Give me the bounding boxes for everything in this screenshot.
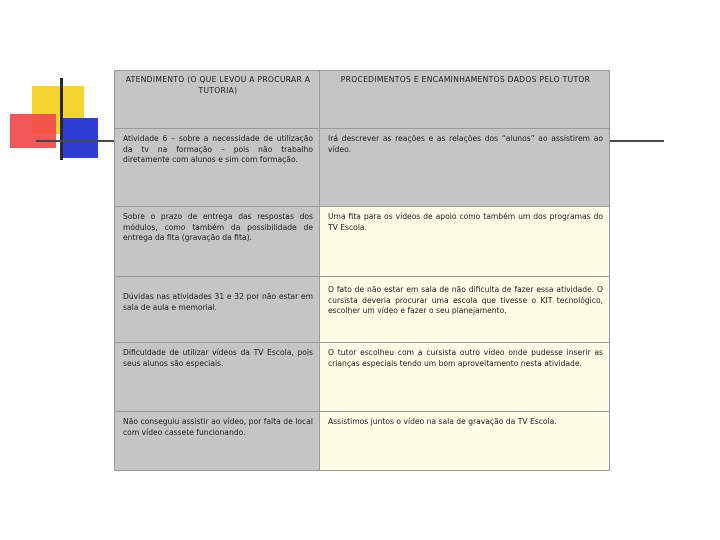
table-row <box>115 412 610 471</box>
tutoring-table <box>114 70 610 471</box>
attendance-text: Dúvidas nas atividades 31 e 32 por não estar em sala de aula e memorial. <box>123 292 313 312</box>
attendance-cell <box>115 207 320 277</box>
header-procedures <box>320 71 610 129</box>
procedure-cell <box>320 277 610 343</box>
attendance-text: Não conseguiu assistir ao vídeo, por falta de local com vídeo cassete funcionando. <box>123 417 313 437</box>
attendance-cell <box>115 412 320 471</box>
procedure-text: O fato de não estar em sala de não dificulta de fazer essa atividade. O cursista deveria procurar uma escola que tivesse o KIT tecnológico, escolher um vídeo e fazer o seu planejamento. <box>328 285 603 316</box>
procedure-cell <box>320 207 610 277</box>
procedure-text: O tutor escolheu com a cursista outro vídeo onde pudesse inserir as crianças especiais tendo um bom aproveitamento nesta atividade. <box>328 348 603 368</box>
attendance-text: Atividade 6 – sobre a necessidade de utilização da tv na formação – pois não trabalho diretamente com alunos e sim com formação. <box>123 134 313 165</box>
procedure-cell <box>320 412 610 471</box>
logo-red-square <box>10 114 56 148</box>
procedure-cell <box>320 343 610 412</box>
procedure-text: Assistimos juntos o vídeo na sala de gravação da TV Escola. <box>328 417 557 426</box>
table-row <box>115 207 610 277</box>
attendance-text: Dificuldade de utilizar vídeos da TV Escola, pois seus alunos são especiais. <box>123 348 313 368</box>
procedure-text: Irá descrever as reações e as relações dos “alunos” ao assistirem ao vídeo. <box>328 134 603 154</box>
logo-blue-square <box>60 118 98 158</box>
header-procedures-text: PROCEDIMENTOS E ENCAMINHAMENTOS DADOS PELO TUTOR <box>340 75 591 84</box>
attendance-text: Sobre o prazo de entrega das respostas dos módulos, como também da possibilidade de entrega da fita (gravação da fita). <box>123 212 313 243</box>
header-attendance <box>115 71 320 129</box>
attendance-cell <box>115 343 320 412</box>
header-attendance-text: ATENDIMENTO (O QUE LEVOU A PROCURAR A TUTORIA) <box>125 75 311 95</box>
table-row <box>115 343 610 412</box>
table-header-row <box>115 71 610 129</box>
logo-vertical-line <box>60 78 63 160</box>
procedure-cell <box>320 129 610 207</box>
table-row <box>115 277 610 343</box>
procedure-text: Uma fita para os vídeos de apoio como também um dos programas do TV Escola. <box>328 212 603 232</box>
attendance-cell <box>115 277 320 343</box>
attendance-cell <box>115 129 320 207</box>
table-row <box>115 129 610 207</box>
